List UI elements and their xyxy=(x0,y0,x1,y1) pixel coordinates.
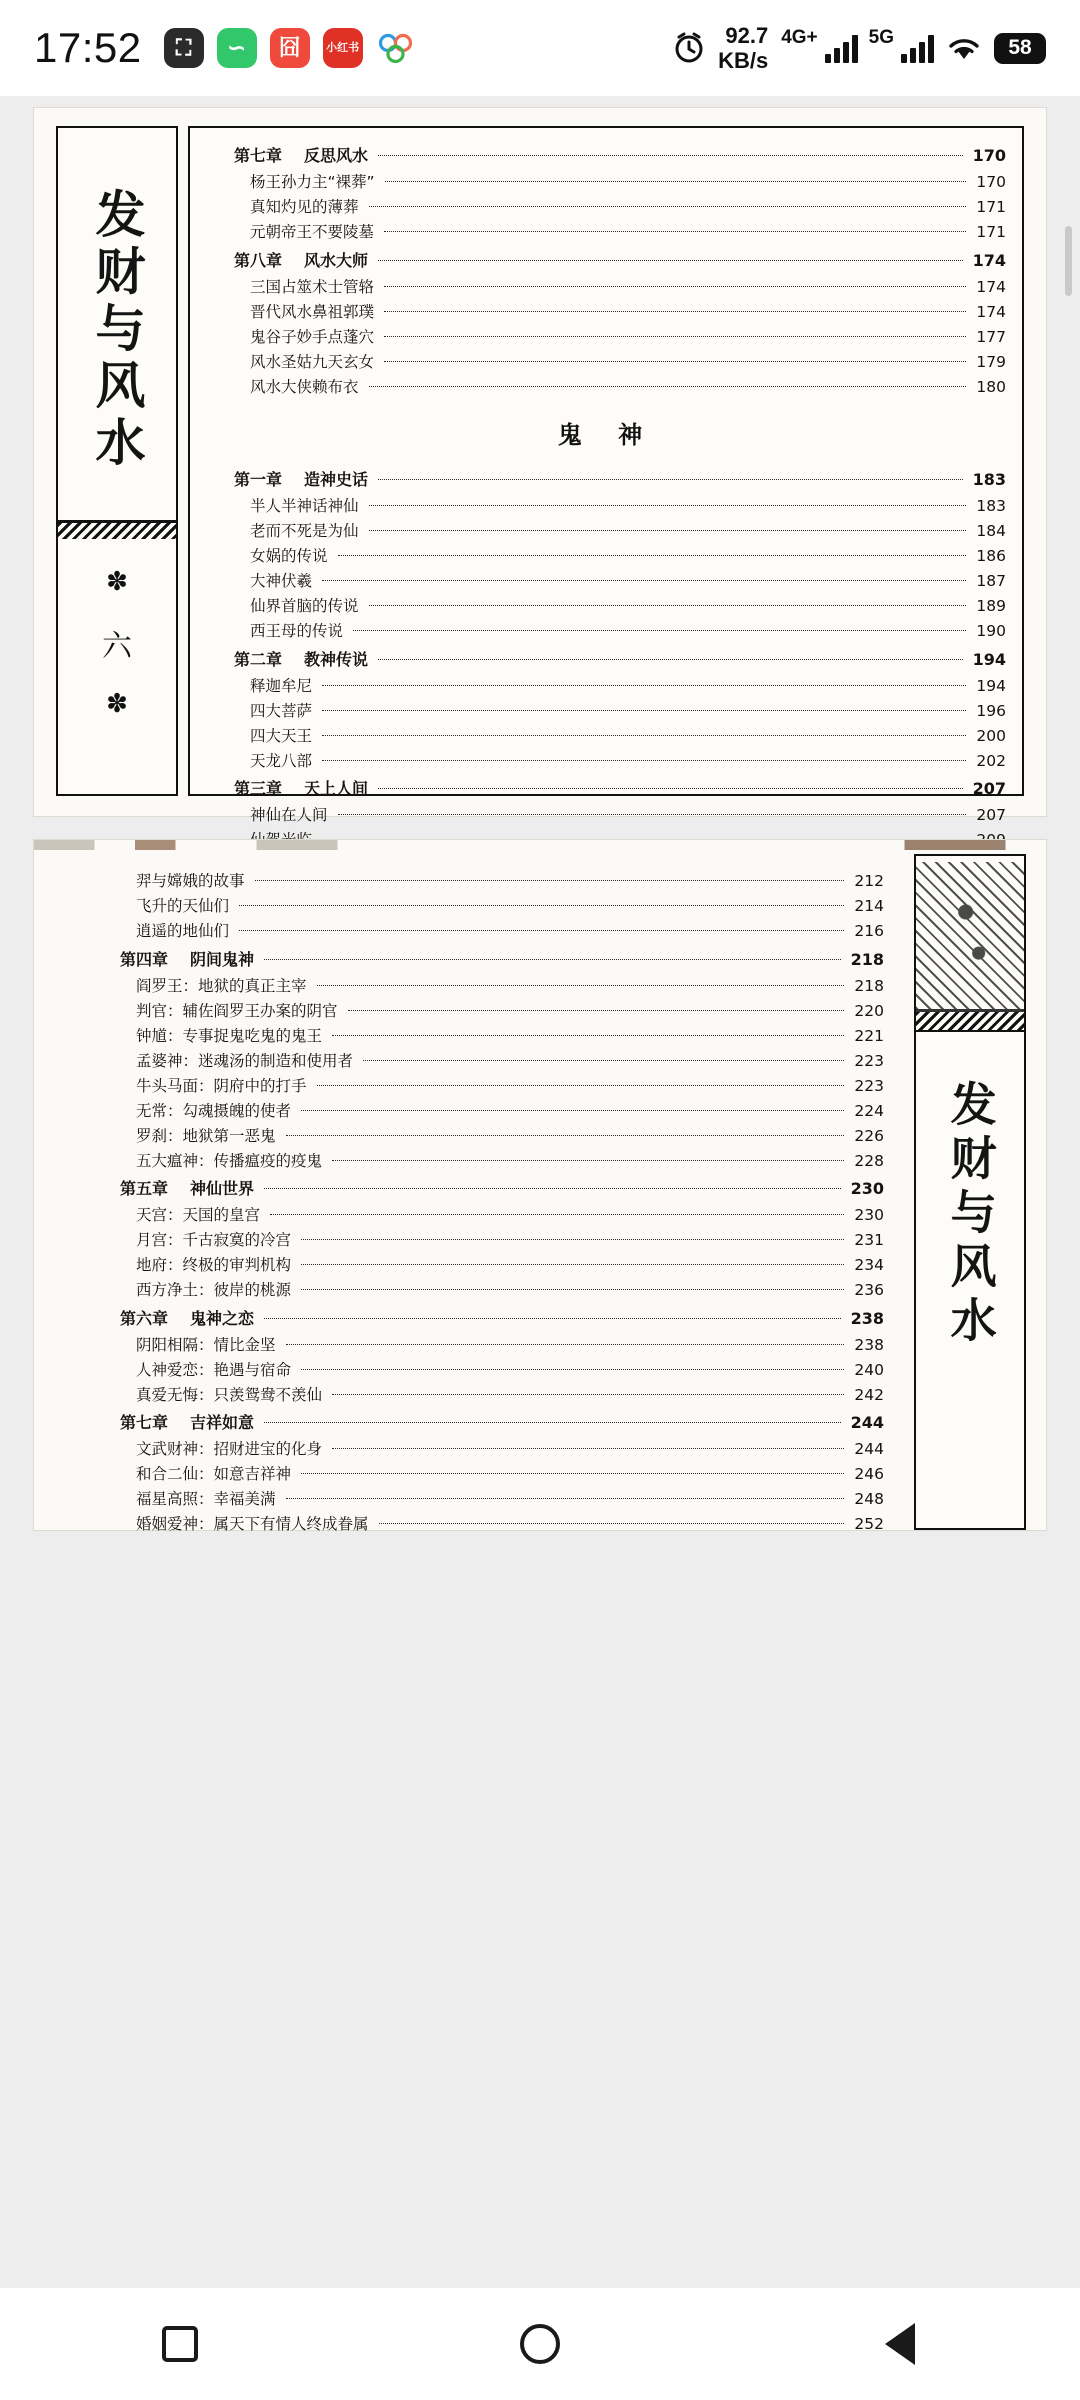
toc-chapter-number: 第四章 xyxy=(120,949,169,969)
toc-page-number: 234 xyxy=(854,1256,884,1274)
toc-page-number: 244 xyxy=(854,1440,884,1458)
toc-dot-leader xyxy=(378,788,963,789)
toc-entry-row xyxy=(208,225,1006,241)
scan-app-icon xyxy=(164,28,204,68)
toc-page-number: 220 xyxy=(854,1001,884,1020)
toc-entry-row xyxy=(208,701,1006,720)
toc-page-number: 240 xyxy=(854,1360,884,1379)
toc-entry-title: 无常：勾魂摄魄的使者 xyxy=(136,1101,292,1120)
back-button[interactable] xyxy=(840,2309,960,2379)
toc-entry-title: 杨王孙力主“裸葬” xyxy=(250,173,375,191)
recents-button[interactable] xyxy=(120,2309,240,2379)
toc-dot-leader xyxy=(384,311,966,312)
toc-entry-title: 地府：终极的审判机构 xyxy=(136,1256,292,1274)
toc-page-number: 224 xyxy=(854,1101,884,1120)
toc-dot-leader xyxy=(255,880,845,881)
toc-dot-leader xyxy=(353,630,966,631)
book-spine-left xyxy=(56,126,178,796)
toc-chapter-row xyxy=(94,1415,884,1431)
toc-entry-row xyxy=(208,574,1006,590)
toc-entry-title: 鬼神之恋 xyxy=(190,1308,255,1328)
toc-chapter-number: 第五章 xyxy=(120,1179,169,1198)
toc-chapter-row xyxy=(94,1181,884,1197)
toc-entry-title: 阴间鬼神 xyxy=(190,949,255,969)
toc-chapter-number: 第七章 xyxy=(120,1413,169,1432)
toc-dot-leader xyxy=(301,1289,844,1290)
toc-dot-leader xyxy=(369,206,967,207)
toc-entry-title: 阎罗王：地狱的真正主宰 xyxy=(136,976,307,995)
toc-page-number: 230 xyxy=(850,1179,884,1198)
toc-entry-row xyxy=(208,726,1006,745)
toc-entry-title: 吉祥如意 xyxy=(190,1413,255,1432)
toc-page-number: 238 xyxy=(850,1308,884,1328)
toc-section-heading: 鬼 神 xyxy=(557,420,657,449)
book-volume-number: 六 xyxy=(102,629,132,664)
home-button[interactable] xyxy=(480,2309,600,2379)
xiaohongshu-app-icon xyxy=(323,28,363,68)
toc-entry-row xyxy=(208,624,1006,640)
toc-page-number: 223 xyxy=(854,1051,884,1070)
toc-entry-title: 元朝帝王不要陵墓 xyxy=(250,223,375,241)
toc-page-number: 183 xyxy=(972,470,1006,489)
toc-entry-row xyxy=(94,1517,884,1533)
toc-page-number: 238 xyxy=(854,1335,884,1354)
toc-dot-leader xyxy=(378,659,963,660)
toc-dot-leader xyxy=(338,555,967,556)
toc-page-number: 231 xyxy=(854,1231,884,1249)
toc-page-number: 218 xyxy=(854,976,884,995)
back-icon xyxy=(885,2323,915,2365)
toc-page-number: 207 xyxy=(972,779,1006,798)
toc-entry-row xyxy=(94,1283,884,1299)
meetup-app-icon xyxy=(376,28,416,68)
toc-dot-leader xyxy=(286,1135,845,1136)
book-spine-title: 发财与风水 xyxy=(87,187,147,473)
toc-chapter-row xyxy=(208,250,1006,270)
toc-page-number: 228 xyxy=(854,1151,884,1170)
toc-dot-leader xyxy=(332,1035,844,1036)
toc-dot-leader xyxy=(384,361,966,362)
meetup-icon-shape xyxy=(377,33,415,63)
toc-page-number: 216 xyxy=(854,922,884,940)
scan-icon-glyph: ⛶ xyxy=(175,35,192,60)
toc-dot-leader xyxy=(369,505,967,506)
toc-dot-leader xyxy=(301,1110,844,1111)
system-navigation-bar xyxy=(0,2288,1080,2400)
toc-entry-title: 文武财神：招财进宝的化身 xyxy=(136,1440,323,1458)
toc-page-number: 180 xyxy=(976,377,1006,396)
toc-dot-leader xyxy=(332,1448,844,1449)
toc-entry-row xyxy=(94,1208,884,1224)
toc-page-number: 214 xyxy=(854,897,884,915)
toc-page-number: 202 xyxy=(976,751,1006,770)
toc-entry-row xyxy=(208,549,1006,565)
toc-dot-leader xyxy=(239,905,844,906)
toc-chapter-number: 第一章 xyxy=(234,470,283,489)
toc-page-number: 242 xyxy=(854,1385,884,1404)
toc-entry-title: 逍遥的地仙们 xyxy=(136,922,230,940)
toc-entry-title: 反思风水 xyxy=(304,146,369,165)
toc-entry-row xyxy=(208,302,1006,321)
status-bar xyxy=(0,0,1080,96)
toc-entry-title: 婚姻爱神：属天下有情人终成眷属 xyxy=(136,1515,369,1533)
toc-chapter-number: 第八章 xyxy=(234,250,283,270)
toc-page-number: 174 xyxy=(976,277,1006,296)
toc-entry-title: 真知灼见的薄葬 xyxy=(250,198,359,216)
toc-page-number: 177 xyxy=(976,327,1006,346)
toc-page-number: 252 xyxy=(854,1515,884,1533)
toc-chapter-row xyxy=(94,1308,884,1328)
toc-entry-title: 女娲的传说 xyxy=(250,547,328,565)
toc-entry-row xyxy=(208,751,1006,770)
toc-entry-title: 天龙八部 xyxy=(250,751,313,770)
toc-entry-title: 羿与嫦娥的故事 xyxy=(136,872,245,890)
toc-page-number: 174 xyxy=(972,250,1006,270)
toc-dot-leader xyxy=(322,685,966,686)
toc-dot-leader xyxy=(338,814,967,815)
book-page-2 xyxy=(34,840,1046,1533)
toc-entry-title: 风水大侠赖布衣 xyxy=(250,377,359,396)
toc-entry-row xyxy=(208,327,1006,346)
home-icon xyxy=(520,2324,560,2364)
toc-entry-title: 风水圣姑九天玄女 xyxy=(250,352,375,371)
toc-dot-leader xyxy=(332,1394,844,1395)
toc-chapter-row xyxy=(208,781,1006,797)
sim2-signal-icon xyxy=(901,33,934,63)
toc-dot-leader xyxy=(301,1473,844,1474)
status-app-icons xyxy=(164,28,416,68)
toc-dot-leader xyxy=(264,1318,841,1319)
toc-entry-row xyxy=(208,200,1006,216)
toc-entry-title: 造神史话 xyxy=(304,470,369,489)
toc-entry-title: 罗刹：地狱第一恶鬼 xyxy=(136,1126,276,1145)
toc-entry-title: 半人半神话神仙 xyxy=(250,497,359,515)
toc-chapter-row xyxy=(208,472,1006,488)
toc-entry-row xyxy=(94,1442,884,1458)
toc-entry-title: 牛头马面：阴府中的打手 xyxy=(136,1076,307,1095)
toc-entry-row xyxy=(94,874,884,890)
toc-page-number: 246 xyxy=(854,1465,884,1483)
wechat-app-icon xyxy=(270,28,310,68)
recents-icon xyxy=(162,2326,198,2362)
toc-entry-row xyxy=(208,599,1006,615)
toc-entry-title: 老而不死是为仙 xyxy=(250,522,359,540)
toc-dot-leader xyxy=(369,605,967,606)
toc-entry-row xyxy=(208,277,1006,296)
toc-entry-title: 神仙世界 xyxy=(190,1179,255,1198)
network-speed-value: 92.7 xyxy=(725,23,769,48)
toc-dot-leader xyxy=(264,959,841,960)
toc-entry-row xyxy=(94,899,884,915)
toc-dot-leader xyxy=(286,1344,845,1345)
wechat-icon-glyph: 囧 xyxy=(278,35,301,60)
toc-entry-row xyxy=(94,1467,884,1483)
toc-page-number: 221 xyxy=(854,1026,884,1045)
toc-entry-title: 神仙在人间 xyxy=(250,806,328,824)
toc-page-number: 170 xyxy=(976,173,1006,191)
toc-page-number: 186 xyxy=(976,547,1006,565)
toc-page-number: 223 xyxy=(854,1076,884,1095)
toc-entry-row xyxy=(94,924,884,940)
toc-entry-row xyxy=(94,1233,884,1249)
toc-chapter-number: 第三章 xyxy=(234,779,283,798)
toc-page-number: 184 xyxy=(976,522,1006,540)
toc-entry-title: 天宫：天国的皇宫 xyxy=(136,1206,261,1224)
toc-entry-title: 天上人间 xyxy=(304,779,369,798)
toc-page-number: 226 xyxy=(854,1126,884,1145)
toc-page-number: 218 xyxy=(850,949,884,969)
toc-page-number: 189 xyxy=(976,597,1006,615)
toc-page-number: 190 xyxy=(976,622,1006,640)
toc-list-page-1 xyxy=(188,126,1024,824)
toc-entry-row xyxy=(208,676,1006,695)
toc-entry-row xyxy=(94,1001,884,1020)
toc-entry-title: 四大菩萨 xyxy=(250,701,313,720)
toc-chapter-row xyxy=(208,148,1006,164)
toc-entry-row xyxy=(94,1026,884,1045)
toc-page-number: 179 xyxy=(976,352,1006,371)
sim1-network-label: 4G+ xyxy=(781,27,818,48)
toc-dot-leader xyxy=(317,1085,845,1086)
toc-dot-leader xyxy=(348,1010,845,1011)
toc-dot-leader xyxy=(286,1498,845,1499)
toc-entry-row xyxy=(208,499,1006,515)
status-clock: 17:52 xyxy=(34,24,142,71)
toc-entry-row xyxy=(208,524,1006,540)
toc-entry-title: 判官：辅佐阎罗王办案的阴官 xyxy=(136,1001,338,1020)
book-page-1 xyxy=(34,108,1046,824)
toc-page-number: 194 xyxy=(976,676,1006,695)
toc-page-number: 171 xyxy=(976,198,1006,216)
toc-entry-title: 人神爱恋：艳遇与宿命 xyxy=(136,1360,292,1379)
toc-chapter-number: 第二章 xyxy=(234,649,283,669)
toc-page-number: 196 xyxy=(976,701,1006,720)
toc-page-number: 171 xyxy=(976,223,1006,241)
toc-entry-title: 仙界首脑的传说 xyxy=(250,597,359,615)
toc-entry-title: 风水大师 xyxy=(304,250,369,270)
toc-dot-leader xyxy=(322,760,966,761)
toc-entry-title: 大神伏羲 xyxy=(250,572,313,590)
toc-page-number: 207 xyxy=(976,806,1006,824)
xiaohongshu-icon-glyph: 小红书 xyxy=(326,41,360,54)
toc-entry-title: 月宫：千古寂寞的冷宫 xyxy=(136,1231,292,1249)
toc-entry-title: 五大瘟神：传播瘟疫的疫鬼 xyxy=(136,1151,323,1170)
toc-page-number: 200 xyxy=(976,726,1006,745)
toc-entry-title: 和合二仙：如意吉祥神 xyxy=(136,1465,292,1483)
network-speed xyxy=(718,23,768,73)
toc-entry-title: 西方净土：彼岸的桃源 xyxy=(136,1281,292,1299)
toc-dot-leader xyxy=(301,1369,844,1370)
toc-entry-row xyxy=(94,1258,884,1274)
toc-entry-title: 阴阳相隔：情比金坚 xyxy=(136,1335,276,1354)
toc-entry-row xyxy=(94,976,884,995)
toc-entry-row xyxy=(94,1360,884,1379)
toc-entry-row xyxy=(94,1126,884,1145)
toc-dot-leader xyxy=(378,479,963,480)
toc-page-number: 174 xyxy=(976,302,1006,321)
music-app-icon xyxy=(217,28,257,68)
toc-dot-leader xyxy=(363,1060,844,1061)
toc-chapter-number: 第六章 xyxy=(120,1308,169,1328)
toc-dot-leader xyxy=(322,580,966,581)
toc-entry-row xyxy=(208,175,1006,191)
toc-entry-title: 飞升的天仙们 xyxy=(136,897,230,915)
page-top-edge-decoration xyxy=(34,840,1046,850)
music-icon-glyph: ∽ xyxy=(227,35,246,60)
status-right-icons xyxy=(671,23,1046,73)
toc-entry-row xyxy=(94,1151,884,1170)
toc-entry-row xyxy=(94,1335,884,1354)
toc-dot-leader xyxy=(264,1422,841,1423)
toc-chapter-number: 第七章 xyxy=(234,146,283,165)
toc-dot-leader xyxy=(385,181,967,182)
toc-list-page-2 xyxy=(54,854,902,1533)
vertical-scrollbar[interactable] xyxy=(1065,226,1072,296)
toc-dot-leader xyxy=(301,1239,844,1240)
toc-dot-leader xyxy=(378,155,963,156)
book-spine-right xyxy=(914,854,1026,1530)
toc-chapter-row xyxy=(94,949,884,969)
toc-entry-title: 四大天王 xyxy=(250,726,313,745)
toc-dot-leader xyxy=(379,1523,845,1524)
toc-page-number: 230 xyxy=(854,1206,884,1224)
toc-entry-title: 钟馗：专事捉鬼吃鬼的鬼王 xyxy=(136,1026,323,1045)
toc-page-number: 244 xyxy=(850,1413,884,1432)
toc-dot-leader xyxy=(369,530,967,531)
dragon-ornament-icon xyxy=(916,862,1024,1012)
toc-entry-title: 三国占筮术士管辂 xyxy=(250,277,375,296)
toc-entry-row xyxy=(94,1101,884,1120)
sim2-network-label: 5G xyxy=(868,27,894,48)
toc-dot-leader xyxy=(384,286,966,287)
toc-dot-leader xyxy=(384,231,966,232)
spine-divider xyxy=(58,520,176,539)
toc-dot-leader xyxy=(270,1214,844,1215)
toc-entry-row xyxy=(208,377,1006,396)
toc-page-number: 248 xyxy=(854,1490,884,1508)
toc-dot-leader xyxy=(369,386,967,387)
wifi-icon xyxy=(945,33,983,63)
toc-dot-leader xyxy=(378,260,963,261)
spine-ornaments xyxy=(102,569,132,717)
document-viewer[interactable] xyxy=(0,96,1080,2288)
toc-entry-row xyxy=(94,1051,884,1070)
toc-entry-title: 福星高照：幸福美满 xyxy=(136,1490,276,1508)
toc-dot-leader xyxy=(264,1188,841,1189)
toc-dot-leader xyxy=(317,985,845,986)
toc-entry-title: 晋代风水鼻祖郭璞 xyxy=(250,302,375,321)
sim1-signal-icon xyxy=(825,33,858,63)
flower-icon-top: ✽ xyxy=(106,567,128,597)
toc-dot-leader xyxy=(239,930,844,931)
toc-entry-title: 真爱无悔：只羡鸳鸯不羡仙 xyxy=(136,1385,323,1404)
battery-indicator: 58 xyxy=(994,33,1046,64)
toc-entry-row xyxy=(208,808,1006,824)
alarm-icon xyxy=(671,30,707,66)
toc-entry-title: 教神传说 xyxy=(304,649,369,669)
toc-entry-row xyxy=(94,1385,884,1404)
toc-dot-leader xyxy=(301,1264,844,1265)
toc-dot-leader xyxy=(322,710,966,711)
toc-page-number: 187 xyxy=(976,572,1006,590)
toc-entry-row xyxy=(208,352,1006,371)
toc-entry-title: 释迦牟尼 xyxy=(250,676,313,695)
toc-dot-leader xyxy=(384,336,966,337)
toc-dot-leader xyxy=(322,735,966,736)
network-speed-unit: KB/s xyxy=(718,48,769,73)
toc-entry-row xyxy=(94,1076,884,1095)
toc-dot-leader xyxy=(332,1160,844,1161)
toc-entry-row xyxy=(94,1492,884,1508)
spine-hatch-decoration xyxy=(916,1012,1024,1032)
toc-entry-title: 鬼谷子妙手点蓬穴 xyxy=(250,327,375,346)
toc-page-number: 194 xyxy=(972,649,1006,669)
toc-page-number: 183 xyxy=(976,497,1006,515)
toc-page-number: 212 xyxy=(854,872,884,890)
flower-icon-bottom: ✽ xyxy=(106,689,128,719)
book-spine-title-2: 发财与风水 xyxy=(943,1080,998,1350)
toc-page-number: 170 xyxy=(972,146,1006,165)
toc-chapter-row xyxy=(208,649,1006,669)
toc-entry-title: 孟婆神：迷魂汤的制造和使用者 xyxy=(136,1051,354,1070)
toc-page-number: 236 xyxy=(854,1281,884,1299)
toc-entry-title: 西王母的传说 xyxy=(250,622,344,640)
